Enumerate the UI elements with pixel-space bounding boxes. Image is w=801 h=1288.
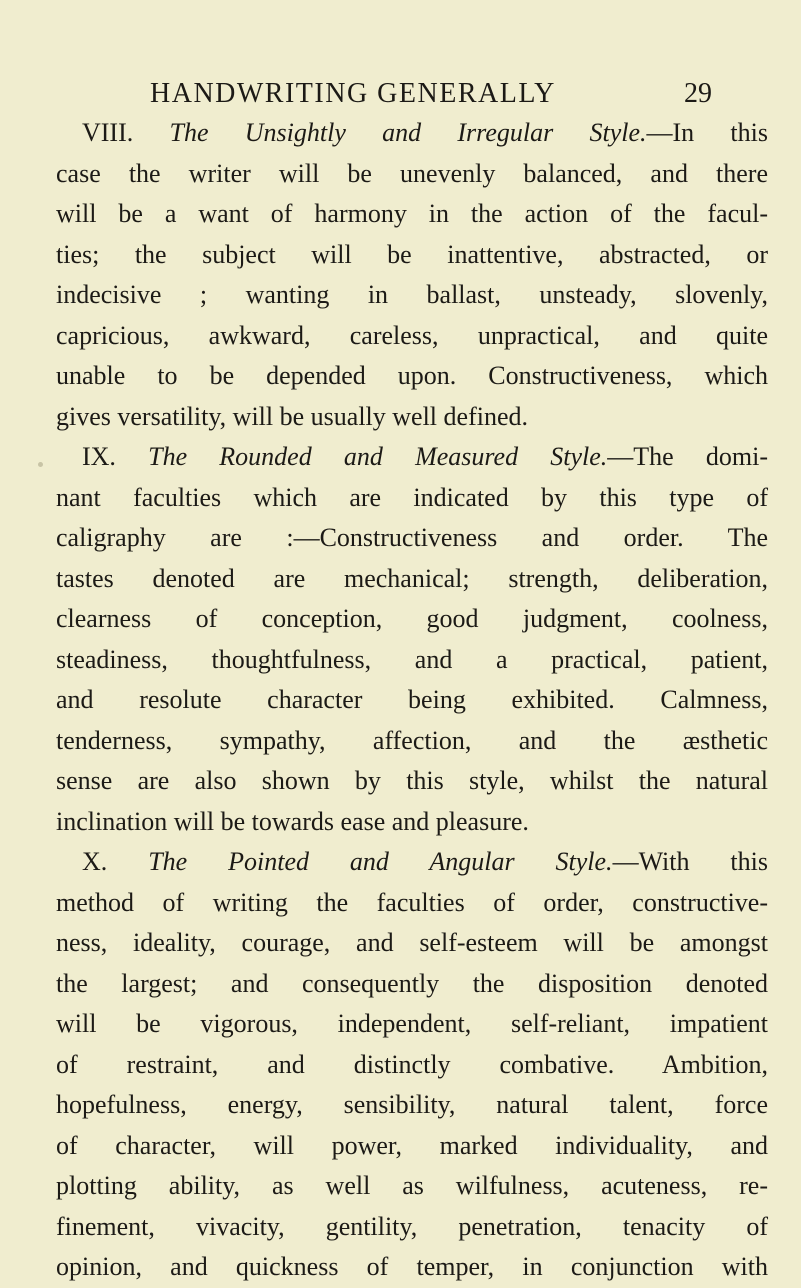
text-line bbox=[56, 640, 768, 681]
text-run: inclination will be towards ease and pleasure. bbox=[56, 806, 529, 836]
text-run: finement, vivacity, gentility, penetration, tenacity of bbox=[56, 1211, 768, 1241]
text-run: and resolute character being exhibited. Calmness, bbox=[56, 685, 768, 714]
text-run: capricious, awkward, careless, unpractical, and quite bbox=[56, 320, 768, 350]
text-line bbox=[56, 275, 768, 316]
text-run: case the writer will be unevenly balanced, and there bbox=[56, 158, 768, 188]
page-number: 29 bbox=[684, 78, 712, 109]
running-head: HANDWRITING GENERALLY bbox=[150, 78, 556, 109]
text-line bbox=[56, 559, 768, 600]
text-run: clearness of conception, good judgment, coolness, bbox=[56, 604, 768, 633]
body-text bbox=[56, 113, 768, 1288]
text-run: —In this bbox=[646, 118, 768, 147]
text-line bbox=[56, 761, 768, 802]
text-line bbox=[56, 1126, 768, 1167]
section-heading: The Rounded and Measured Style. bbox=[148, 442, 608, 471]
text-run: will be vigorous, independent, self-reliant, impatient bbox=[56, 1009, 768, 1038]
text-line bbox=[56, 154, 768, 195]
text-run: steadiness, thoughtfulness, and a practical, patient, bbox=[56, 644, 768, 674]
text-line bbox=[56, 194, 768, 235]
text-line bbox=[56, 518, 768, 559]
text-run: plotting ability, as well as wilfulness, acuteness, re- bbox=[56, 1171, 768, 1200]
text-run: tenderness, sympathy, affection, and the æsthetic bbox=[56, 725, 768, 755]
text-line bbox=[56, 842, 768, 883]
text-run: —The domi- bbox=[607, 442, 769, 471]
text-run: method of writing the faculties of order, constructive- bbox=[56, 887, 768, 917]
text-run: unable to be depended upon. Constructiveness, which bbox=[56, 361, 768, 390]
text-run: X. bbox=[82, 847, 149, 876]
text-run: opinion, and quickness of temper, in conjunction with bbox=[56, 1252, 768, 1281]
text-run: will be a want of harmony in the action of the facul- bbox=[56, 199, 768, 228]
text-line bbox=[56, 356, 768, 397]
text-line bbox=[56, 235, 768, 276]
text-line bbox=[56, 1247, 768, 1288]
text-line bbox=[56, 1166, 768, 1207]
text-line bbox=[56, 1045, 768, 1086]
text-line bbox=[56, 680, 768, 721]
text-run: ties; the subject will be inattentive, abstracted, or bbox=[56, 239, 768, 269]
text-run: VIII. bbox=[82, 118, 170, 147]
text-run: tastes denoted are mechanical; strength, deliberation, bbox=[56, 563, 768, 593]
text-run: indecisive ; wanting in ballast, unsteady, slovenly, bbox=[56, 280, 768, 309]
text-line bbox=[56, 397, 768, 438]
text-line bbox=[56, 721, 768, 762]
text-run: —With this bbox=[612, 847, 768, 876]
section-heading: The Unsightly and Irregular Style. bbox=[169, 118, 647, 147]
text-run: ness, ideality, courage, and self-esteem will be amongst bbox=[56, 928, 768, 957]
text-line bbox=[56, 1207, 768, 1248]
text-run: of restraint, and distinctly combative. Ambition, bbox=[56, 1049, 768, 1079]
text-line bbox=[56, 1004, 768, 1045]
text-run: hopefulness, energy, sensibility, natural talent, force bbox=[56, 1090, 768, 1119]
text-run: nant faculties which are indicated by this type of bbox=[56, 482, 768, 512]
text-run: gives versatility, will be usually well defined. bbox=[56, 401, 528, 431]
text-line bbox=[56, 316, 768, 357]
text-line bbox=[56, 113, 768, 154]
text-line bbox=[56, 437, 768, 478]
text-line bbox=[56, 478, 768, 519]
page-header bbox=[140, 78, 720, 118]
text-run: the largest; and consequently the disposition denoted bbox=[56, 968, 768, 998]
text-run: caligraphy are :—Constructiveness and order. The bbox=[56, 523, 768, 552]
text-line bbox=[56, 599, 768, 640]
text-run: of character, will power, marked individuality, and bbox=[56, 1130, 768, 1160]
text-line bbox=[56, 1085, 768, 1126]
section-heading: The Pointed and Angular Style. bbox=[148, 847, 613, 876]
text-line bbox=[56, 964, 768, 1005]
text-line bbox=[56, 923, 768, 964]
text-run: sense are also shown by this style, whilst the natural bbox=[56, 766, 768, 795]
text-line bbox=[56, 802, 768, 843]
text-run: IX. bbox=[82, 442, 149, 471]
paper-blemish bbox=[38, 462, 43, 467]
text-line bbox=[56, 883, 768, 924]
